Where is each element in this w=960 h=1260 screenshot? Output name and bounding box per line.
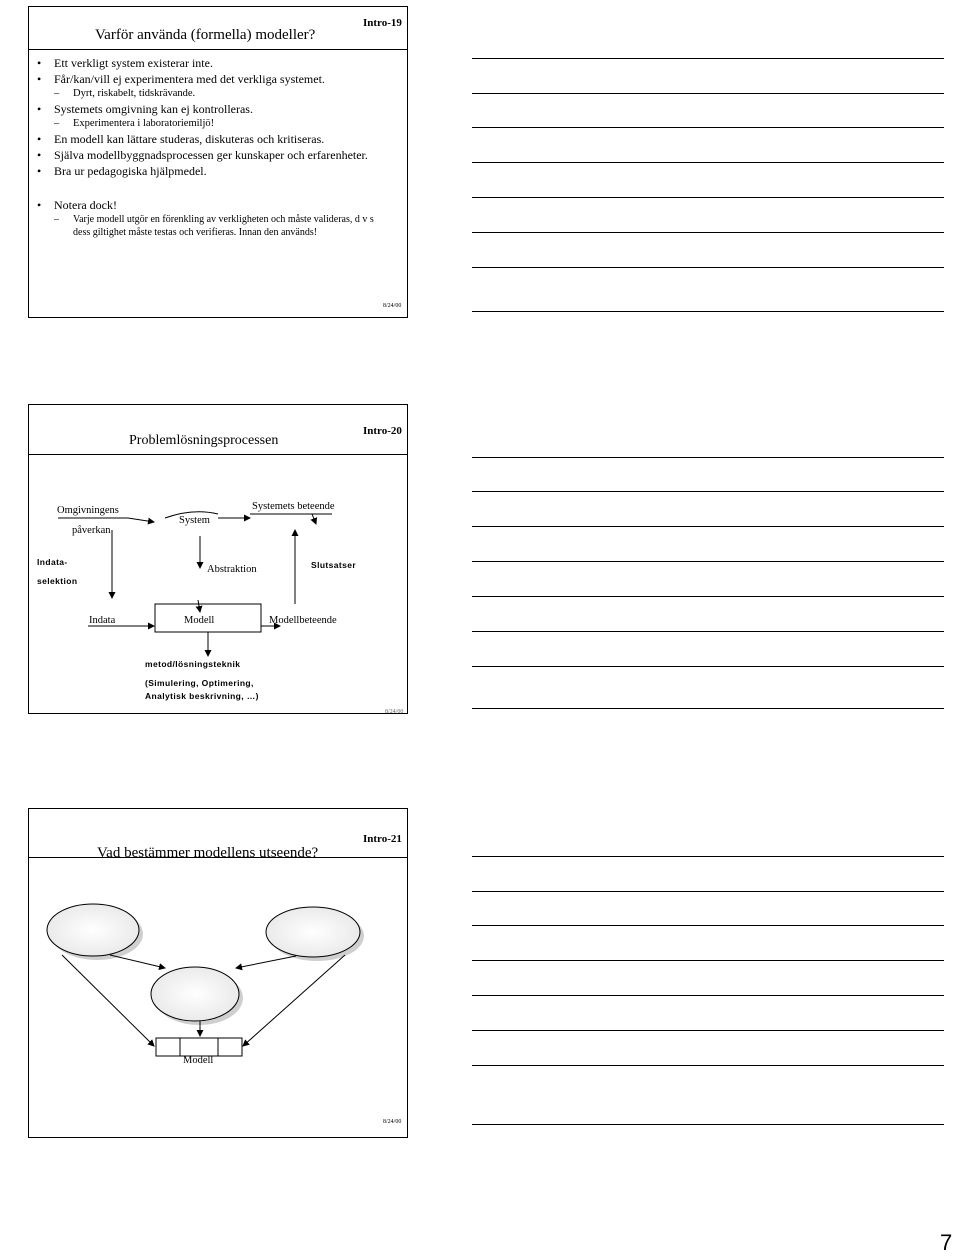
slide-title: Vad bestämmer modellens utseende? — [97, 845, 319, 861]
note-line — [472, 127, 944, 128]
note-line — [472, 708, 944, 709]
label-modellbeteende: Modellbeteende — [269, 615, 337, 626]
slide-date: 8/24/00 — [383, 303, 402, 309]
note-line — [472, 526, 944, 527]
slide-code: Intro-20 — [363, 425, 402, 437]
page-number: 7 — [940, 1230, 953, 1255]
note-line — [472, 457, 944, 458]
note-line — [472, 631, 944, 632]
slide-title: Varför använda (formella) modeller? — [95, 27, 316, 43]
note-line — [472, 162, 944, 163]
note-line — [472, 93, 944, 94]
note-line — [472, 596, 944, 597]
note-line — [472, 1030, 944, 1031]
slide-code: Intro-21 — [363, 833, 402, 845]
label-indata-selektion-1: Indata- — [37, 557, 68, 567]
note-line — [472, 925, 944, 926]
label-metod: metod/lösningsteknik — [145, 659, 241, 669]
slide-date: 8/24/00 — [385, 709, 404, 715]
note-line — [472, 1065, 944, 1066]
note-line — [472, 491, 944, 492]
label-modell: Modell — [183, 1055, 214, 1066]
label-systemets-beteende: Systemets beteende — [252, 501, 335, 512]
slide-title: Problemlösningsprocessen — [129, 433, 279, 448]
note-line — [472, 311, 944, 312]
label-indata: Indata — [89, 615, 116, 626]
bullet-item: • En modell kan lättare studeras, diskuteras och kritiseras. — [37, 131, 382, 147]
note-line — [472, 891, 944, 892]
note-line — [472, 267, 944, 268]
label-omgivningens: Omgivningens — [57, 505, 119, 516]
note-line — [472, 232, 944, 233]
bullet-item: • Notera dock! — [37, 197, 382, 213]
sub-bullet-item: – Dyrt, riskabelt, tidskrävande. — [37, 87, 382, 101]
slide-date: 8/24/00 — [383, 1119, 402, 1125]
bullet-item: • Själva modellbyggnadsprocessen ger kunskaper och erfarenheter. — [37, 147, 382, 163]
note-line — [472, 960, 944, 961]
note-line — [472, 1124, 944, 1125]
label-modell: Modell — [184, 615, 215, 626]
sub-bullet-item: – Varje modell utgör en förenkling av verkligheten och måste valideras, d v s dess giltighet måste testas och verifieras. Innan den används! — [37, 213, 382, 239]
label-abstraktion: Abstraktion — [207, 564, 257, 575]
bullet-item: • Bra ur pedagogiska hjälpmedel. — [37, 163, 382, 179]
bullet-item: • Ett verkligt system existerar inte. — [37, 55, 382, 71]
note-line — [472, 197, 944, 198]
note-line — [472, 856, 944, 857]
bullet-item: • Får/kan/vill ej experimentera med det verkliga systemet. — [37, 71, 382, 87]
problem-solving-diagram — [58, 512, 332, 656]
label-slutsatser: Slutsatser — [311, 560, 357, 570]
label-paverkan: påverkan — [72, 525, 111, 536]
bullet-item: • Systemets omgivning kan ej kontrolleras. — [37, 101, 382, 117]
note-line — [472, 58, 944, 59]
note-line — [472, 666, 944, 667]
note-line — [472, 561, 944, 562]
sub-bullet-item: – Experimentera i laboratoriemiljö! — [37, 117, 382, 131]
label-indata-selektion-2: selektion — [37, 576, 78, 586]
label-system: System — [179, 515, 210, 526]
label-analytisk: Analytisk beskrivning, …) — [145, 691, 259, 701]
note-line — [472, 995, 944, 996]
label-simulering: (Simulering, Optimering, — [145, 678, 254, 688]
slide-code: Intro-19 — [363, 17, 402, 29]
model-appearance-diagram — [47, 904, 364, 1056]
